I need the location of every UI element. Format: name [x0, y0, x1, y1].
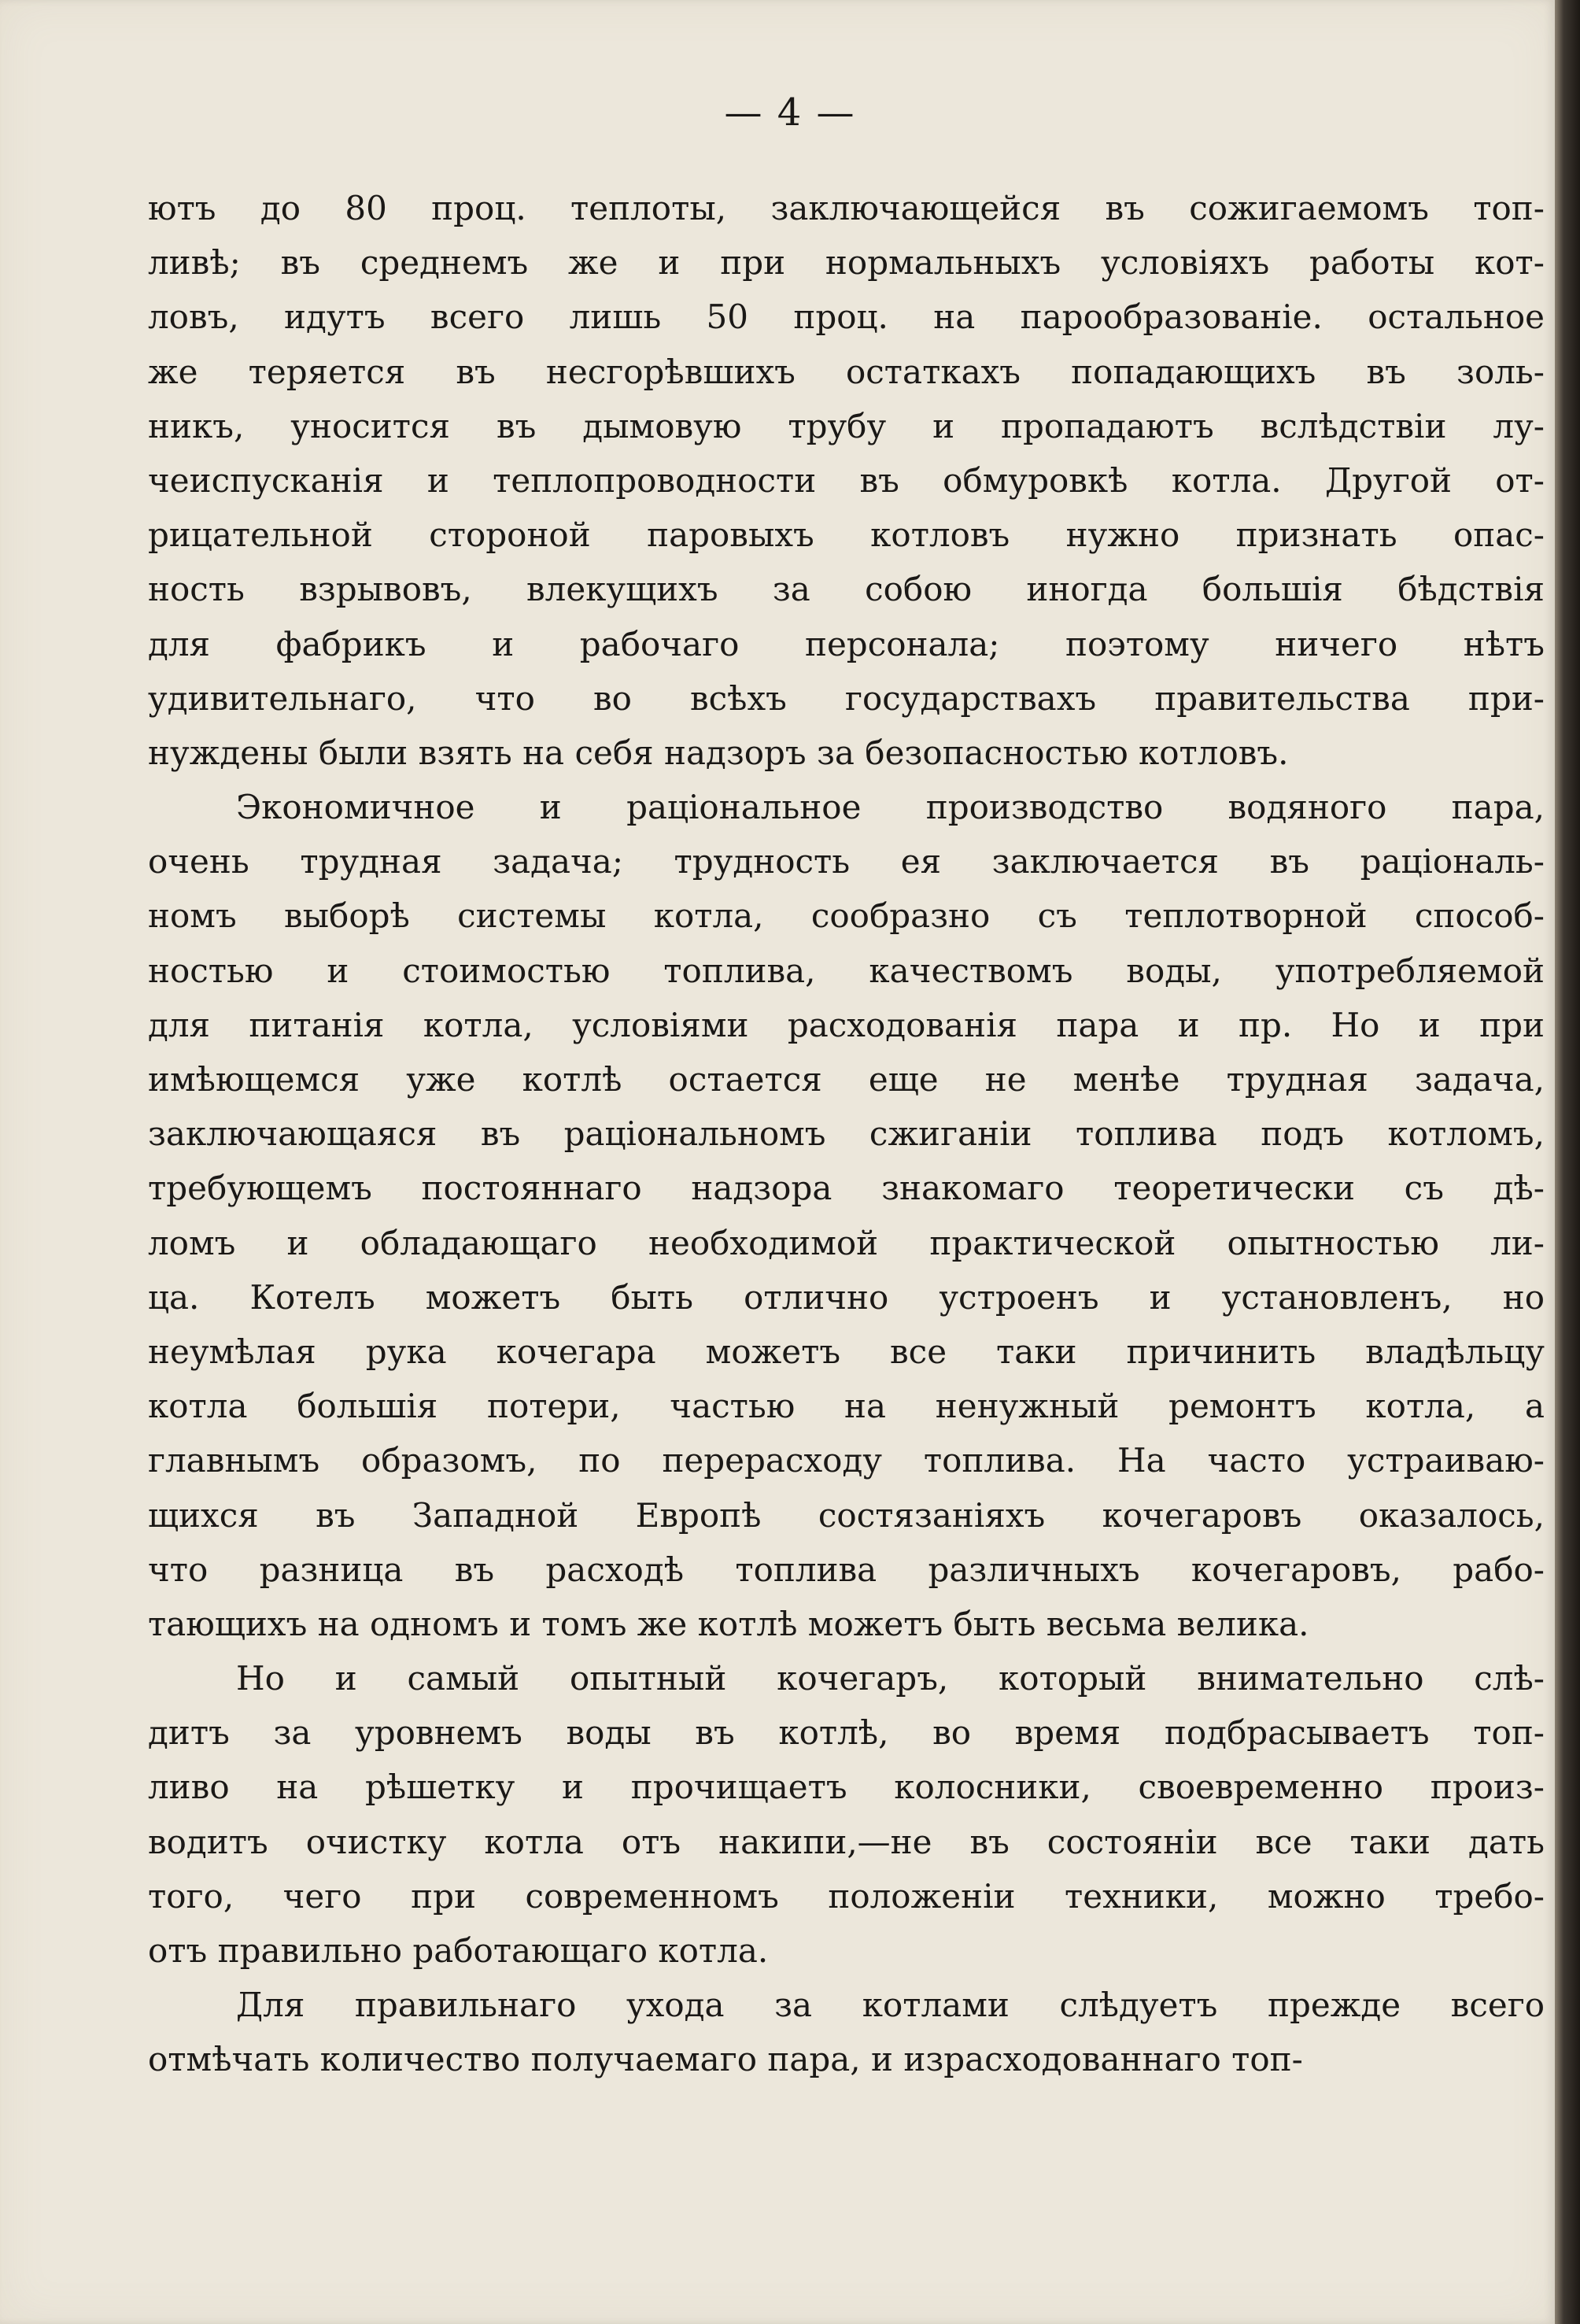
text-line: Экономичное и раціональное производство водяного пара, [236, 788, 1545, 827]
text-line: ца. Котелъ можетъ быть отлично устроенъ и установленъ, но [148, 1277, 1545, 1317]
text-line: ностью и стоимостью топлива, качествомъ воды, употребляемой [148, 951, 1545, 990]
paragraph [148, 181, 1545, 780]
text-line: очень трудная задача; трудность ея заключается въ раціональ- [148, 842, 1545, 881]
text-line: ловъ, идутъ всего лишь 50 проц. на парообразованіе. остальное [148, 297, 1545, 337]
text-line: имѣющемся уже котлѣ остается еще не менѣе трудная задача, [148, 1060, 1545, 1099]
text-line: водитъ очистку котла отъ накипи,—не въ состояніи все таки дать [148, 1822, 1545, 1861]
text-line: что разница въ расходѣ топлива различныхъ кочегаровъ, рабо- [148, 1550, 1545, 1589]
paragraph [148, 780, 1545, 1651]
text-line: заключающаяся въ раціональномъ сжиганіи топлива подъ котломъ, [148, 1114, 1545, 1154]
page-edge-shadow [1555, 0, 1580, 2324]
text-line: щихся въ Западной Европѣ состязаніяхъ кочегаровъ оказалось, [148, 1495, 1545, 1535]
text-line: отъ правильно работающаго котла. [148, 1931, 769, 1970]
text-line: ютъ до 80 проц. теплоты, заключающейся въ сожигаемомъ топ- [148, 189, 1545, 227]
text-line: ломъ и обладающаго необходимой практической опытностью ли- [148, 1223, 1545, 1262]
text-line: чеиспусканія и теплопроводности въ обмуровкѣ котла. Другой от- [148, 460, 1545, 500]
text-line: удивительнаго, что во всѣхъ государствахъ правительства при- [148, 678, 1545, 718]
text-line: нуждены были взять на себя надзоръ за безопасностью котловъ. [148, 733, 1289, 772]
text-line: отмѣчать количество получаемаго пара, и израсходованнаго топ- [148, 2040, 1303, 2079]
body-text [148, 181, 1545, 2087]
text-line: никъ, уносится въ дымовую трубу и пропадаютъ вслѣдствіи лу- [148, 406, 1545, 445]
text-line: номъ выборѣ системы котла, сообразно съ теплотворной способ- [148, 896, 1545, 936]
text-line: ность взрывовъ, влекущихъ за собою иногда большія бѣдствія [148, 570, 1545, 609]
text-line: тающихъ на одномъ и томъ же котлѣ можетъ быть весьма велика. [148, 1604, 1309, 1643]
text-line: для питанія котла, условіями расходованія пара и пр. Но и при [148, 1005, 1545, 1044]
text-line: дитъ за уровнемъ воды въ котлѣ, во время подбрасываетъ топ- [148, 1713, 1545, 1753]
text-line: ливѣ; въ среднемъ же и при нормальныхъ условіяхъ работы кот- [148, 243, 1545, 283]
text-line: ливо на рѣшетку и прочищаетъ колосники, своевременно произ- [148, 1768, 1545, 1807]
text-line: Для правильнаго ухода за котлами слѣдуетъ прежде всего [236, 1986, 1545, 2025]
text-line: главнымъ образомъ, по перерасходу топлива. На часто устраиваю- [148, 1441, 1545, 1480]
text-line: рицательной стороной паровыхъ котловъ нужно признать опас- [148, 515, 1545, 555]
text-line: котла большія потери, частью на ненужный ремонтъ котла, а [148, 1387, 1545, 1426]
text-line: же теряется въ несгорѣвшихъ остаткахъ попадающихъ въ золь- [148, 352, 1545, 391]
text-line: того, чего при современномъ положеніи техники, можно требо- [148, 1876, 1545, 1916]
text-line: неумѣлая рука кочегара можетъ все таки причинить владѣльцу [148, 1332, 1545, 1371]
text-line: Но и самый опытный кочегаръ, который внимательно слѣ- [236, 1659, 1545, 1698]
text-line: для фабрикъ и рабочаго персонала; поэтому ничего нѣтъ [148, 624, 1545, 663]
text-line: требующемъ постояннаго надзора знакомаго теоретически съ дѣ- [148, 1169, 1545, 1208]
page-number: — 4 — [724, 91, 856, 135]
paragraph [148, 1651, 1545, 1978]
paragraph [148, 1978, 1545, 2086]
